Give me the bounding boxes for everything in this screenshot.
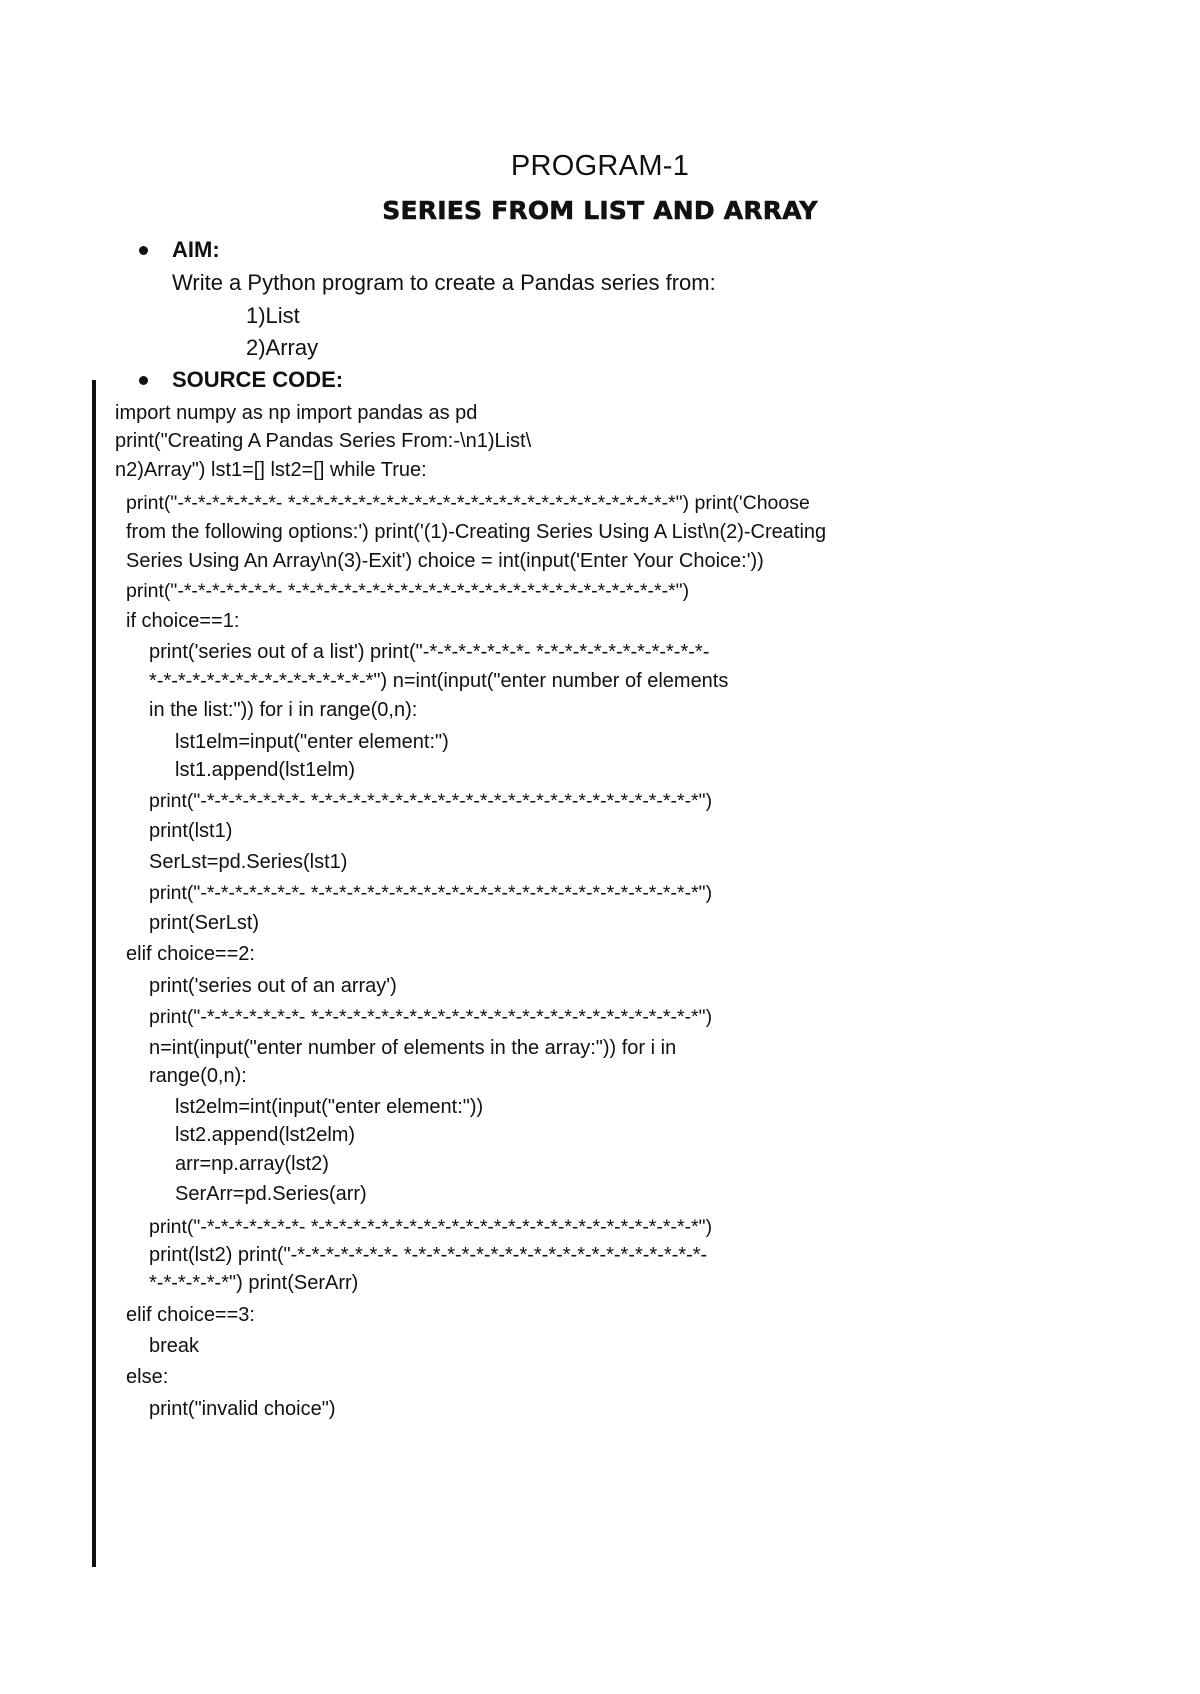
aim-heading: AIM: [172,237,220,262]
code-line: SerArr=pd.Series(arr) [175,1183,367,1205]
code-line: print("-*-*-*-*-*-*-*- *-*-*-*-*-*-*-*-*-*-*-*-*-*-*-*-*-*-*-*-*-*-*-*-*-*-*-*") [149,882,713,904]
code-line: print("-*-*-*-*-*-*-*- *-*-*-*-*-*-*-*-*-*-*-*-*-*-*-*-*-*-*-*-*-*-*-*-*-*-*-*") print('Choose [126,492,810,514]
source-code-bullet-icon [139,376,148,385]
code-line: print("-*-*-*-*-*-*-*- *-*-*-*-*-*-*-*-*-*-*-*-*-*-*-*-*-*-*-*-*-*-*-*-*-*-*-*") [126,580,690,602]
aim-item-list: 1)List [246,303,300,328]
code-line: print(lst2) print("-*-*-*-*-*-*-*- *-*-*-*-*-*-*-*-*-*-*-*-*-*-*-*-*-*-*-*-*- [149,1244,708,1266]
code-line: lst2.append(lst2elm) [175,1124,356,1146]
code-line: lst1.append(lst1elm) [175,759,356,781]
code-line: print("-*-*-*-*-*-*-*- *-*-*-*-*-*-*-*-*-*-*-*-*-*-*-*-*-*-*-*-*-*-*-*-*-*-*-*") [149,1006,713,1028]
code-line: *-*-*-*-*-*") print(SerArr) [149,1272,359,1294]
code-line: if choice==1: [126,610,240,632]
page-title: PROGRAM-1 [510,150,690,182]
code-line: elif choice==2: [126,943,255,965]
aim-item-array: 2)Array [246,335,319,360]
code-line: print(SerLst) [149,912,260,934]
left-margin-bar [92,380,96,1567]
code-line: print(lst1) [149,820,233,842]
code-line: lst2elm=int(input("enter element:")) [175,1096,484,1118]
code-line: else: [126,1366,169,1388]
code-line: import numpy as np import pandas as pd [115,402,478,424]
code-line: arr=np.array(lst2) [175,1153,329,1175]
source-code-heading: SOURCE CODE: [172,367,344,392]
aim-text: Write a Python program to create a Pandas series from: [172,270,716,295]
code-line: print('series out of a list') print("-*-*-*-*-*-*-*- *-*-*-*-*-*-*-*-*-*-*-*- [149,641,710,663]
aim-bullet-icon [139,246,148,255]
code-line: print("invalid choice") [149,1398,336,1420]
code-line: Series Using An Array\n(3)-Exit') choice = int(input('Enter Your Choice:')) [126,550,764,572]
code-line: elif choice==3: [126,1304,255,1326]
code-line: n=int(input("enter number of elements in the array:")) for i in [149,1037,677,1059]
code-line: n2)Array") lst1=[] lst2=[] while True: [115,459,427,481]
page-subtitle: SERIES FROM LIST AND ARRAY [382,196,818,225]
code-line: print("-*-*-*-*-*-*-*- *-*-*-*-*-*-*-*-*-*-*-*-*-*-*-*-*-*-*-*-*-*-*-*-*-*-*-*") [149,790,713,812]
code-line: in the list:")) for i in range(0,n): [149,699,418,721]
code-line: SerLst=pd.Series(lst1) [149,851,348,873]
code-line: break [149,1335,200,1357]
code-line: range(0,n): [149,1065,247,1087]
code-line: print("-*-*-*-*-*-*-*- *-*-*-*-*-*-*-*-*-*-*-*-*-*-*-*-*-*-*-*-*-*-*-*-*-*-*-*") [149,1216,713,1238]
code-line: *-*-*-*-*-*-*-*-*-*-*-*-*-*-*-*") n=int(input("enter number of elements [149,670,729,692]
code-line: print("Creating A Pandas Series From:-\n1)List\ [115,430,532,452]
code-line: print('series out of an array') [149,975,397,997]
code-line: lst1elm=input("enter element:") [175,731,449,753]
code-line: from the following options:') print('(1)-Creating Series Using A List\n(2)-Creating [126,521,827,543]
